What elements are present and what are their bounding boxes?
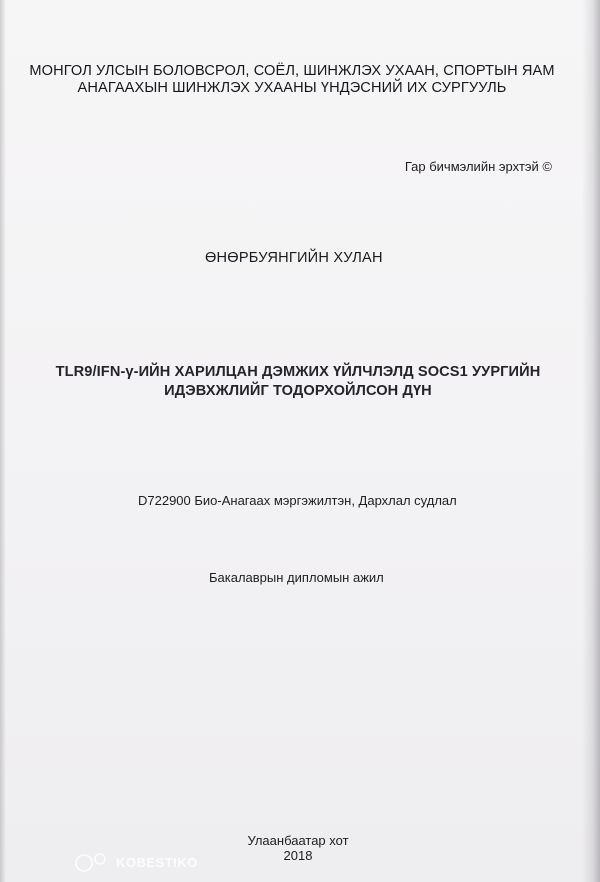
scan-edge-left: [0, 0, 6, 882]
scan-edge-right: [582, 0, 600, 882]
university-line-2: АНАГААХЫН ШИНЖЛЭХ УХААНЫ ҮНДЭСНИЙ ИХ СУРГУУЛЬ: [77, 80, 507, 96]
ministry-line-1: МОНГОЛ УЛСЫН БОЛОВСРОЛ, СОЁЛ, ШИНЖЛЭХ УХААН, СПОРТЫН ЯАМ: [29, 63, 555, 79]
year: 2018: [283, 848, 313, 863]
work-type: Бакалаврын дипломын ажил: [209, 570, 384, 585]
city: Улаанбаатар хот: [247, 833, 349, 848]
watermark-logo-icon: [70, 846, 230, 876]
author-name: ӨНӨРБУЯНГИЙН ХУЛАН: [205, 250, 383, 266]
thesis-title-line-2: ИДЭВХЖЛИЙГ ТОДОРХОЙЛСОН ДҮН: [164, 383, 432, 399]
specialty-line: D722900 Био-Анагаах мэргэжилтэн, Дархлал судлал: [138, 493, 457, 508]
svg-text:KOBESTIKO: KOBESTIKO: [116, 855, 198, 870]
thesis-title-line-1: TLR9/IFN-γ-ИЙН ХАРИЛЦАН ДЭМЖИХ ҮЙЛЧЛЭЛД SOCS1 УУРГИЙН: [55, 364, 541, 380]
copyright-note: Гар бичмэлийн эрхтэй ©: [404, 159, 552, 174]
